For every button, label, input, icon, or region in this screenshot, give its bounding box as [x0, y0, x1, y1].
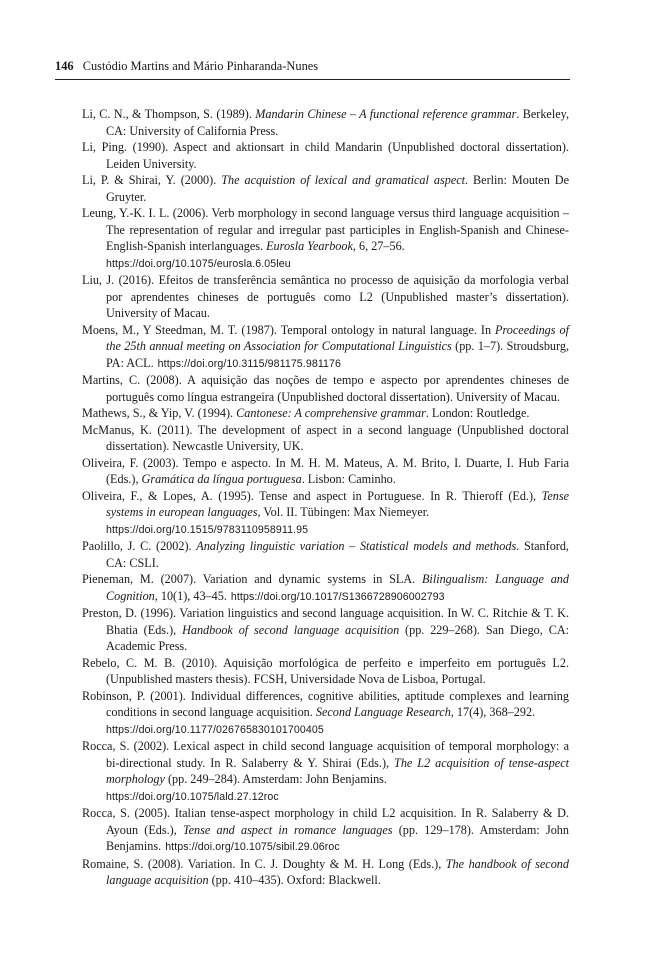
- reference-entry: [82, 856, 569, 889]
- reference-title: The L2 acquisition of tense-aspect morphology: [106, 755, 569, 786]
- reference-entry: [82, 139, 569, 172]
- reference-entry: [82, 205, 569, 272]
- reference-text: Martins, C. (2008). A aquisição das noções de tempo e aspecto por aprendentes chineses de português como língua estrangeira (Unpublished doctoral dissertation). University of Macau.: [82, 373, 569, 404]
- reference-text-tail: , 17(4), 368–292.: [450, 705, 536, 719]
- reference-text: Rocca, S. (2005). Italian tense-aspect morphology in child L2 acquisition. In R. Salaberry & D. Ayoun (Eds.),: [82, 806, 569, 837]
- reference-text-tail: , 10(1), 43–45.: [154, 588, 227, 603]
- reference-title: Tense and aspect in romance languages: [182, 822, 393, 837]
- reference-entry: [82, 571, 569, 605]
- running-head-authors: Custódio Martins and Mário Pinharanda-Nunes: [82, 59, 319, 73]
- reference-title: Cantonese: A comprehensive grammar: [236, 406, 426, 420]
- reference-text-tail: (pp. 410–435). Oxford: Blackwell.: [208, 873, 381, 887]
- reference-text-tail: . Stanford, CA: CSLI.: [106, 539, 569, 570]
- header-divider: [55, 79, 570, 80]
- reference-text: Moens, M., Y Steedman, M. T. (1987). Temporal ontology in natural language. In: [82, 322, 496, 337]
- reference-text-tail: . Berkeley, CA: University of California Press.: [106, 107, 569, 138]
- reference-text-tail: (pp. 129–178). Amsterdam: John Benjamins.: [106, 822, 569, 853]
- reference-text: Romaine, S. (2008). Variation. In C. J. Doughty & M. H. Long (Eds.),: [82, 856, 446, 871]
- reference-list: [82, 106, 569, 889]
- reference-text: McManus, K. (2011). The development of aspect in a second language (Unpublished doctoral dissertation). Newcastle University, UK.: [82, 422, 569, 453]
- reference-title: Second Language Research: [315, 705, 451, 719]
- reference-title: Proceedings of the 25th annual meeting on Association for Computational Linguistics: [106, 322, 569, 353]
- reference-entry: [82, 272, 569, 322]
- reference-text: Liu, J. (2016). Efeitos de transferência semântica no processo de aquisição da morfologia verbal por aprendentes chineses de português como L2 (Unpublished master’s dissertation). University of Macau.: [82, 273, 569, 320]
- reference-entry: [82, 688, 569, 739]
- reference-entry: [82, 455, 569, 488]
- reference-entry: [82, 655, 569, 688]
- reference-text-tail: (pp. 229–268). San Diego, CA: Academic Press.: [106, 622, 570, 653]
- doi-link[interactable]: https://doi.org/10.1177/026765830101700405: [106, 723, 324, 736]
- reference-entry: [82, 372, 569, 405]
- doi-link[interactable]: https://doi.org/10.1075/eurosla.6.05leu: [106, 257, 291, 270]
- reference-text-tail: . Lisbon: Caminho.: [301, 472, 396, 486]
- reference-entry: [82, 488, 569, 539]
- reference-text-tail: , Vol. II. Tübingen: Max Niemeyer.: [257, 505, 430, 519]
- reference-entry: [82, 405, 569, 422]
- reference-entry: [82, 605, 569, 655]
- reference-title: The acquistion of lexical and gramatical aspect: [221, 173, 466, 187]
- reference-text-tail: . London: Routledge.: [425, 406, 530, 420]
- reference-text: Leung, Y.-K. I. L. (2006). Verb morphology in second language versus third language acquisition – The representation of regular and irregular past participles in English-Spanish and Chinese-English-Spanish interlanguages.: [82, 206, 569, 253]
- page-number: 146: [55, 59, 74, 73]
- reference-text: Pieneman, M. (2007). Variation and dynamic systems in SLA.: [82, 572, 422, 586]
- doi-link[interactable]: https://doi.org/10.1075/lald.27.12roc: [106, 790, 279, 803]
- reference-text: Oliveira, F., & Lopes, A. (1995). Tense and aspect in Portuguese. In R. Thieroff (Ed.),: [82, 488, 542, 503]
- reference-text: Rocca, S. (2002). Lexical aspect in child second language acquisition of temporal morphology: a bi-directional study. In R. Salaberry & Y. Shirai (Eds.),: [82, 739, 569, 770]
- reference-text-tail: (pp. 249–284). Amsterdam: John Benjamins.: [164, 772, 387, 786]
- reference-title: Handbook of second language acquisition: [182, 622, 400, 637]
- reference-entry: [82, 322, 569, 373]
- reference-entry: [82, 805, 569, 856]
- reference-title: The handbook of second language acquisition: [106, 856, 569, 887]
- reference-title: Bilingualism: Language and Cognition: [106, 572, 569, 603]
- reference-title: Eurosla Yearbook: [266, 239, 353, 253]
- reference-text: Preston, D. (1996). Variation linguistics and second language acquisition. In W. C. Ritchie & T. K. Bhatia (Eds.),: [82, 606, 569, 637]
- reference-text-tail: , 6, 27–56.: [352, 239, 405, 253]
- reference-entry: [82, 738, 569, 805]
- reference-text: Paolillo, J. C. (2002).: [82, 539, 197, 553]
- running-head: [55, 58, 570, 74]
- reference-text: Mathews, S., & Yip, V. (1994).: [82, 406, 237, 420]
- doi-link[interactable]: https://doi.org/10.1017/S1366728906002793: [230, 590, 445, 603]
- reference-text: Li, C. N., & Thompson, S. (1989).: [82, 107, 256, 121]
- reference-text: Li, Ping. (1990). Aspect and aktionsart in child Mandarin (Unpublished doctoral dissertation). Leiden University.: [82, 140, 569, 171]
- doi-link[interactable]: https://doi.org/10.3115/981175.981176: [157, 357, 342, 370]
- reference-text: Rebelo, C. M. B. (2010). Aquisição morfológica de perfeito e imperfeito em português L2. (Unpublished masters thesis). FCSH, Universidade Nova de Lisboa, Portugal.: [82, 655, 569, 686]
- reference-text: Oliveira, F. (2003). Tempo e aspecto. In M. H. M. Mateus, A. M. Brito, I. Duarte, I. Hub Faria (Eds.),: [82, 455, 569, 486]
- reference-text-tail: . Berlin: Mouten De Gruyter.: [106, 173, 569, 204]
- reference-text: Li, P. & Shirai, Y. (2000).: [82, 173, 222, 187]
- doi-link[interactable]: https://doi.org/10.1075/sibil.29.06roc: [165, 841, 340, 853]
- reference-title: Gramática da língua portuguesa: [141, 472, 302, 486]
- reference-title: Tense systems in european languages: [106, 488, 569, 519]
- reference-entry: [82, 422, 569, 455]
- reference-title: Analyzing linguistic variation – Statistical models and methods: [196, 539, 517, 553]
- reference-entry: [82, 172, 569, 205]
- reference-entry: [82, 106, 569, 139]
- doi-link[interactable]: https://doi.org/10.1515/9783110958911.95: [106, 523, 309, 536]
- reference-entry: [82, 538, 569, 571]
- reference-text-tail: (pp. 1–7). Stroudsburg, PA: ACL.: [106, 339, 570, 370]
- reference-title: Mandarin Chinese – A functional reference grammar: [255, 107, 517, 121]
- reference-text: Robinson, P. (2001). Individual differences, cognitive abilities, aptitude complexes and learning conditions in second language acquisition.: [82, 688, 569, 719]
